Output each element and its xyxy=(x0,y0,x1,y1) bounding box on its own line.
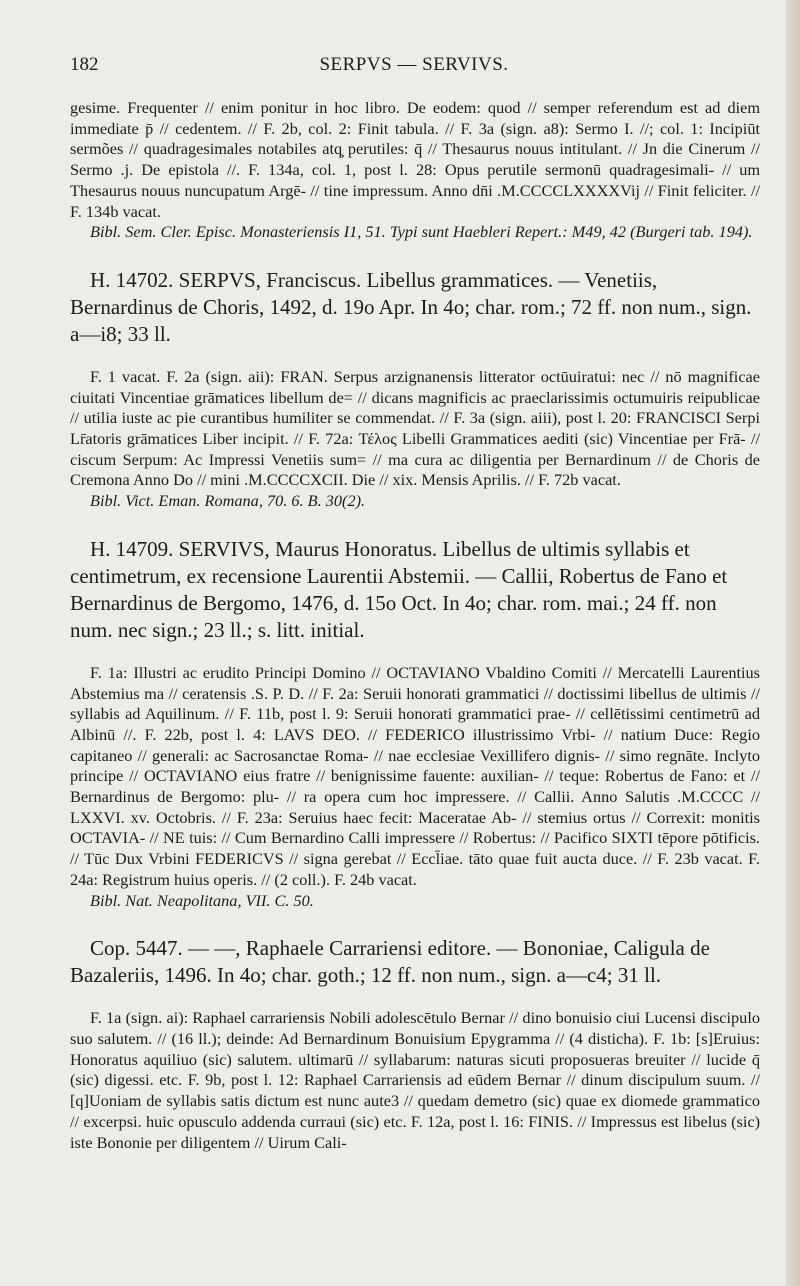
entry-heading: Cop. 5447. — —, Raphaele Carrariensi editore. — Bononiae, Caligula de Bazaleriis, 1496. In 4o; char. goth.; 12 ff. non num., sign. a—c4; 31 ll. xyxy=(70,936,710,988)
running-head: SERPVS — SERVIVS. xyxy=(319,54,509,75)
bibliography-note: Bibl. Vict. Eman. Romana, 70. 6. B. 30(2). xyxy=(90,491,366,511)
page-number: 182 xyxy=(70,54,99,75)
paragraph: gesime. Frequenter // enim ponitur in hoc libro. De eodem: quod // semper referendum est ad diem immediate p̄ // cedentem. // F. 2b, col. 2: Finit tabula. // F. 3a (sign. a8): Sermo I. //; col. 1: Incipiūt sermões // quadragesimales notabiles atq̧ perutiles: q̄ // Thesaurus nouus intitulant. // Jn die Cinerum // Sermo .j. De epistola //. F. 134a, col. 1, post l. 28: Opus perutile sermonū quadragesimali- // um Thesaurus nouus nuncupatum Argē- // tine impressum. Anno dn̄i .M.CCCCLXXXXVij // Finit feliciter. // F. 134b vacat. xyxy=(70,98,760,221)
bibliography-note: Bibl. Sem. Cler. Episc. Monasteriensis I1, 51. Typi sunt Haebleri Repert.: M49, 42 (Burgeri tab. 194). xyxy=(90,222,753,242)
paragraph: F. 1a: Illustri ac erudito Principi Domino // OCTAVIANO Vbaldino Comiti // Mercatelli Laurentius Abstemius ma // ceratensis .S. P. D. // F. 2a: Seruii honorati grammatici // doctissimi libellus de ultimis // syllabis ad Aquilinum. // F. 11b, post l. 9: Seruii honorati grammatici prae- // cellētissimi centimetrū ad Albinū //. F. 22b, post l. 4: LAVS DEO. // FEDERICO illustrissimo Vrbi- // natium Duce: Regio capitaneo // generali: ac Sacrosanctae Roma- // nae ecclesiae Vexillifero dignis- // simo regnāte. Inclyto principe // OCTAVIANO eius fratre // benignissime fauente: auxilian- // teque: Robertus de Fano: et // Bernardinus de Bergomo: plu- // ra opera cum hoc impressere. // Callii. Anno Salutis .M.CCCC // LXXVI. xv. Octobris. // F. 23a: Seruius haec fecit: Maceratae Ab- // stemius ortus // Correxit: monitis OCTAVIA- // NE tuis: // Cum Bernardino Calli impressere // Robertus: // Pacifico SIXTI tēpore pōtificis. // Tūc Dux Vrbini FEDERICVS // signa gerebat // Eccl̄iae. tāto quae fuit aucta duce. // F. 23b vacat. F. 24a: Registrum huius operis. // (2 coll.). F. 24b vacat. xyxy=(70,662,760,889)
paragraph: F. 1 vacat. F. 2a (sign. aii): FRAN. Serpus arzignanensis litterator octūuiratui: nec // nō magnificae ciuitati Vincentiae grāmatices libellum de= // dicans magnificis ac praeclarissimis octumuiris reipublicae // utilia iuste ac pie curantibus humiliter se commendat. // F. 3a (sign. aiii), post l. 20: FRANCISCI Serpi Lr̄atoris grāmatices Liber incipit. // F. 72a: Τέλος Libelli Grammatices aediti (sic) Vincentiae per Frā- // ciscum Serpum: Ac Impressi Venetiis sum= // ma cura ac diligentia per Bernardinum // de Choris de Cremona Anno Do // mini .M.CCCCXCII. Die // xix. Mensis Aprilis. // F. 72b vacat. xyxy=(70,366,760,490)
page-header xyxy=(70,54,758,84)
page-edge xyxy=(786,0,800,1286)
paragraph: F. 1a (sign. ai): Raphael carrariensis Nobili adolescētulo Bernar // dino bonuisio ciui Lucensi discipulo suo salutem. // (16 ll.); deinde: Ad Bernardinum Bonuisium Epygramma // (4 disticha). F. 1b: [s]Eruius: Honoratus aquiliuo (sic) salutem. ultimarū // syllabarum: naturas sicuti proposueras breuiter // lucide q̄ (sic) digessi. etc. F. 9b, post l. 12: Raphael Carrariensis ad eūdem Bernar // dinum discipulum suum. // [q]Uoniam de syllabis satis dictum est nunc aute3 // quedam demetro (sic) quae ex diomede grammatico // excerpsi. huic opusculo addenda curraui (sic) etc. F. 12a, post l. 16: FINIS. // Impressus est libelus (sic) iste Bononie per diligentem // Uirum Cali- xyxy=(70,1008,760,1152)
bibliography-note: Bibl. Nat. Neapolitana, VII. C. 50. xyxy=(90,890,314,910)
continued-entry xyxy=(70,98,760,243)
entry-servius xyxy=(70,536,760,911)
entry-servius-bononiae xyxy=(70,935,760,1153)
entry-serpus xyxy=(70,267,760,512)
entry-heading: H. 14709. SERVIVS, Maurus Honoratus. Libellus de ultimis syllabis et centimetrum, ex recensione Laurentii Abstemii. — Callii, Robertus de Fano et Bernardinus de Bergomo, 1476, d. 15o Oct. In 4o; char. rom. mai.; 24 ff. non num. nec sign.; 23 ll.; s. litt. initial. xyxy=(70,536,728,642)
entry-heading: H. 14702. SERPVS, Franciscus. Libellus grammatices. — Venetiis, Bernardinus de Choris, 1492, d. 19o Apr. In 4o; char. rom.; 72 ff. non num., sign. a—i8; 33 ll. xyxy=(70,267,752,346)
page-content xyxy=(70,98,760,1153)
